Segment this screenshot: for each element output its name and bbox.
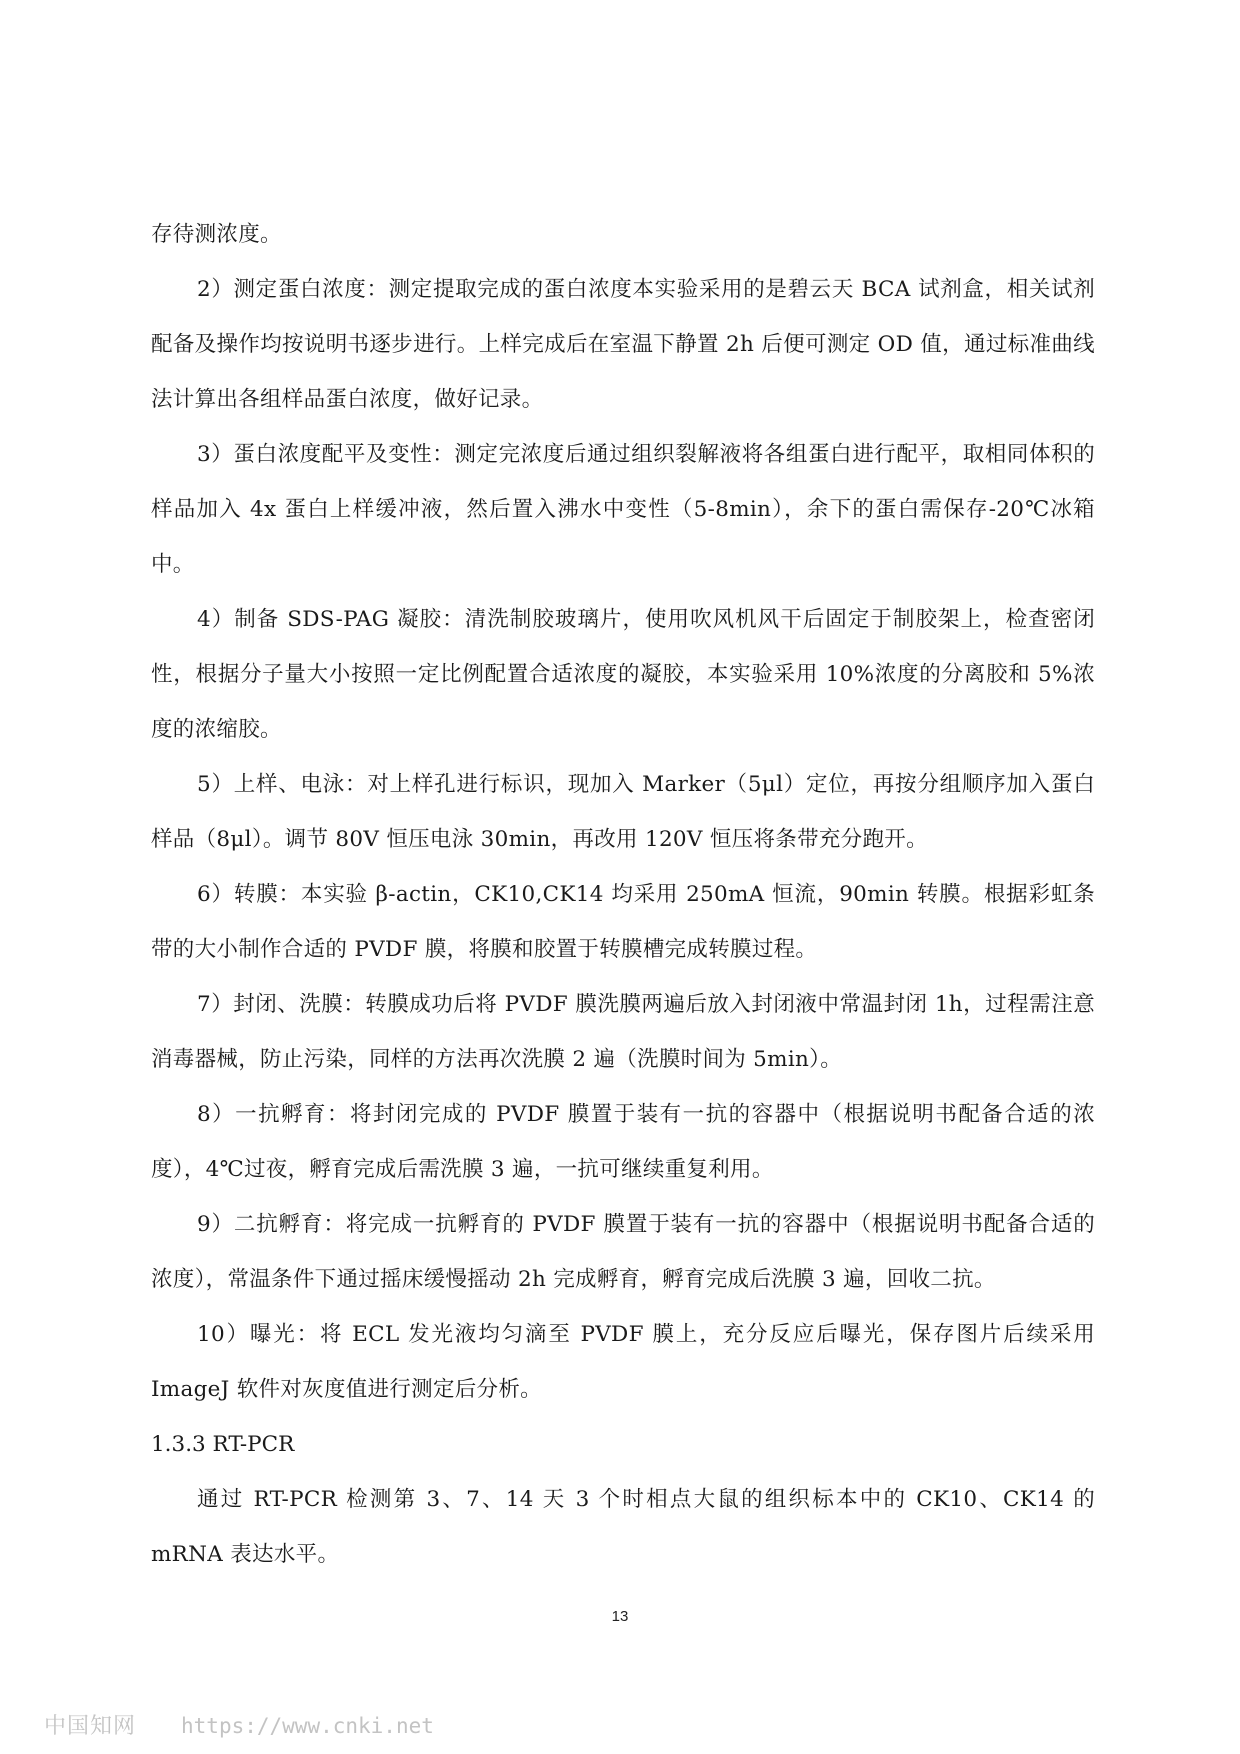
cnki-watermark (44, 1709, 434, 1740)
step-9-paragraph: 9）二抗孵育：将完成一抗孵育的 PVDF 膜置于装有一抗的容器中（根据说明书配备合适的浓度），常温条件下通过摇床缓慢摇动 2h 完成孵育，孵育完成后洗膜 3 遍，回收二抗。 (151, 1212, 1095, 1292)
page-number: 13 (611, 1608, 629, 1625)
step-10-paragraph: 10）曝光：将 ECL 发光液均匀滴至 PVDF 膜上，充分反应后曝光，保存图片后续采用 ImageJ 软件对灰度值进行测定后分析。 (151, 1322, 1095, 1402)
step-6-paragraph: 6）转膜：本实验 β-actin，CK10,CK14 均采用 250mA 恒流，90min 转膜。根据彩虹条带的大小制作合适的 PVDF 膜，将膜和胶置于转膜槽完成转膜过程。 (151, 882, 1095, 962)
step-5-paragraph: 5）上样、电泳：对上样孔进行标识，现加入 Marker（5μl）定位，再按分组顺序加入蛋白样品（8μl）。调节 80V 恒压电泳 30min，再改用 120V 恒压将条带充分跑开。 (151, 772, 1095, 852)
step-3-paragraph: 3）蛋白浓度配平及变性：测定完浓度后通过组织裂解液将各组蛋白进行配平，取相同体积的样品加入 4x 蛋白上样缓冲液，然后置入沸水中变性（5-8min），余下的蛋白需保存-20℃冰箱中。 (151, 442, 1095, 577)
step-4-paragraph: 4）制备 SDS-PAG 凝胶：清洗制胶玻璃片，使用吹风机风干后固定于制胶架上，检查密闭性，根据分子量大小按照一定比例配置合适浓度的凝胶，本实验采用 10%浓度的分离胶和 5%浓度的浓缩胶。 (151, 607, 1095, 742)
continued-paragraph: 存待测浓度。 (151, 222, 282, 247)
section-paragraph: 通过 RT-PCR 检测第 3、7、14 天 3 个时相点大鼠的组织标本中的 CK10、CK14 的 mRNA 表达水平。 (151, 1487, 1095, 1567)
section-heading: 1.3.3 RT-PCR (151, 1432, 295, 1457)
step-7-paragraph: 7）封闭、洗膜：转膜成功后将 PVDF 膜洗膜两遍后放入封闭液中常温封闭 1h，过程需注意消毒器械，防止污染，同样的方法再次洗膜 2 遍（洗膜时间为 5min）。 (151, 992, 1095, 1072)
page-body (151, 207, 1095, 1582)
watermark-url: https://www.cnki.net (181, 1714, 434, 1738)
step-8-paragraph: 8）一抗孵育：将封闭完成的 PVDF 膜置于装有一抗的容器中（根据说明书配备合适的浓度），4℃过夜，孵育完成后需洗膜 3 遍，一抗可继续重复利用。 (151, 1102, 1095, 1182)
step-2-paragraph: 2）测定蛋白浓度：测定提取完成的蛋白浓度本实验采用的是碧云天 BCA 试剂盒，相关试剂配备及操作均按说明书逐步进行。上样完成后在室温下静置 2h 后便可测定 OD 值，通过标准曲线法计算出各组样品蛋白浓度，做好记录。 (151, 277, 1095, 412)
watermark-logo: 中国知网 (44, 1714, 137, 1739)
